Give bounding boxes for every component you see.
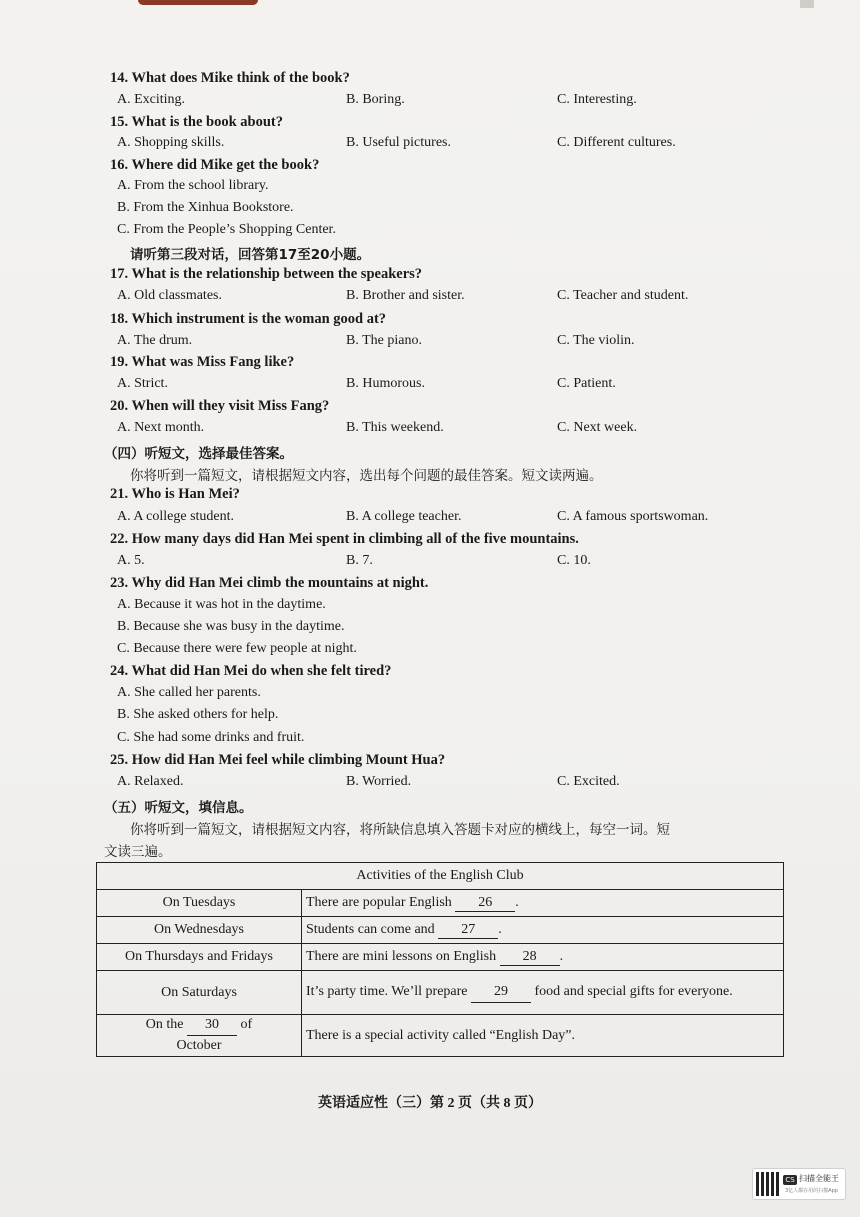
section5-instruction-line1: 你将听到一篇短文，请根据短文内容，将所缺信息填入答题卡对应的横线上，每空一词。短	[130, 822, 670, 838]
option-18b[interactable]: B. The piano.	[346, 333, 422, 348]
row-day: On the 30 of October	[97, 1015, 302, 1057]
option-25c[interactable]: C. Excited.	[557, 774, 620, 789]
scanner-watermark	[752, 1168, 846, 1200]
option-21c[interactable]: C. A famous sportswoman.	[557, 509, 709, 524]
table-row	[97, 890, 784, 917]
table-row	[97, 1015, 784, 1057]
scanner-app-name: 扫描全能王	[799, 1174, 839, 1183]
option-20c[interactable]: C. Next week.	[557, 420, 638, 435]
option-20a[interactable]: A. Next month.	[117, 420, 205, 435]
section4-heading: （四）听短文，选择最佳答案。	[104, 446, 293, 462]
table-row	[97, 944, 784, 971]
option-23a[interactable]: A. Because it was hot in the daytime.	[117, 597, 326, 612]
row-info: There are popular English 26 .	[302, 890, 784, 917]
option-21b[interactable]: B. A college teacher.	[346, 509, 462, 524]
option-16b[interactable]: B. From the Xinhua Bookstore.	[117, 200, 294, 215]
question-17: 17. What is the relationship between the speakers?	[110, 266, 423, 282]
option-25b[interactable]: B. Worried.	[346, 774, 412, 789]
option-24c[interactable]: C. She had some drinks and fruit.	[117, 730, 305, 745]
option-20b[interactable]: B. This weekend.	[346, 420, 444, 435]
option-17b[interactable]: B. Brother and sister.	[346, 288, 465, 303]
option-23c[interactable]: C. Because there were few people at night.	[117, 641, 357, 656]
option-24b[interactable]: B. She asked others for help.	[117, 707, 279, 722]
answer-blank-29[interactable]: 29	[471, 982, 531, 1003]
row-day: On Thursdays and Fridays	[97, 944, 302, 971]
option-24a[interactable]: A. She called her parents.	[117, 685, 261, 700]
option-16c[interactable]: C. From the People’s Shopping Center.	[117, 222, 336, 237]
row-info: There are mini lessons on English 28 .	[302, 944, 784, 971]
option-14b[interactable]: B. Boring.	[346, 92, 405, 107]
question-25: 25. How did Han Mei feel while climbing Mount Hua?	[110, 752, 446, 768]
option-21a[interactable]: A. A college student.	[117, 509, 235, 524]
option-17c[interactable]: C. Teacher and student.	[557, 288, 689, 303]
option-15c[interactable]: C. Different cultures.	[557, 135, 676, 150]
answer-blank-28[interactable]: 28	[500, 949, 560, 966]
option-18a[interactable]: A. The drum.	[117, 333, 193, 348]
option-14c[interactable]: C. Interesting.	[557, 92, 637, 107]
question-23: 23. Why did Han Mei climb the mountains at night.	[110, 575, 429, 591]
question-14: 14. What does Mike think of the book?	[110, 70, 350, 86]
question-18: 18. Which instrument is the woman good at?	[110, 311, 387, 327]
qr-code-icon	[756, 1172, 780, 1196]
table-row	[97, 971, 784, 1015]
option-14a[interactable]: A. Exciting.	[117, 92, 186, 107]
option-25a[interactable]: A. Relaxed.	[117, 774, 184, 789]
binder-tab	[138, 0, 258, 5]
option-15b[interactable]: B. Useful pictures.	[346, 135, 451, 150]
question-21: 21. Who is Han Mei?	[110, 486, 240, 502]
answer-blank-27[interactable]: 27	[438, 922, 498, 939]
question-15: 15. What is the book about?	[110, 114, 283, 130]
option-22a[interactable]: A. 5.	[117, 553, 145, 568]
answer-blank-26[interactable]: 26	[455, 895, 515, 912]
option-15a[interactable]: A. Shopping skills.	[117, 135, 225, 150]
option-19a[interactable]: A. Strict.	[117, 376, 168, 391]
question-24: 24. What did Han Mei do when she felt tired?	[110, 663, 392, 679]
option-22c[interactable]: C. 10.	[557, 553, 591, 568]
question-16: 16. Where did Mike get the book?	[110, 157, 320, 173]
table-title: Activities of the English Club	[97, 863, 784, 890]
question-20: 20. When will they visit Miss Fang?	[110, 398, 330, 414]
answer-blank-30[interactable]: 30	[187, 1015, 237, 1036]
table-row	[97, 917, 784, 944]
section3-instruction: 请听第三段对话，回答第17至20小题。	[130, 247, 371, 263]
option-16a[interactable]: A. From the school library.	[117, 178, 269, 193]
page-footer: 英语适应性（三）第 2 页（共 8 页）	[318, 1096, 542, 1111]
english-club-table	[96, 862, 784, 1057]
section5-instruction-line2: 文读三遍。	[104, 844, 172, 860]
option-17a[interactable]: A. Old classmates.	[117, 288, 222, 303]
section4-instruction: 你将听到一篇短文，请根据短文内容，选出每个问题的最佳答案。短文读两遍。	[130, 468, 603, 484]
option-18c[interactable]: C. The violin.	[557, 333, 635, 348]
option-22b[interactable]: B. 7.	[346, 553, 373, 568]
row-info: Students can come and 27 .	[302, 917, 784, 944]
row-day: On Saturdays	[97, 971, 302, 1015]
row-day: On Wednesdays	[97, 917, 302, 944]
option-19c[interactable]: C. Patient.	[557, 376, 616, 391]
question-22: 22. How many days did Han Mei spent in climbing all of the five mountains.	[110, 531, 579, 547]
option-23b[interactable]: B. Because she was busy in the daytime.	[117, 619, 345, 634]
row-info: There is a special activity called “English Day”.	[302, 1015, 784, 1057]
option-19b[interactable]: B. Humorous.	[346, 376, 425, 391]
row-info: It’s party time. We’ll prepare 29 food and special gifts for everyone.	[302, 971, 784, 1015]
question-19: 19. What was Miss Fang like?	[110, 354, 295, 370]
page-corner	[800, 0, 814, 8]
row-day: On Tuesdays	[97, 890, 302, 917]
camscanner-logo-icon: CS	[783, 1175, 797, 1185]
section5-heading: （五）听短文，填信息。	[104, 800, 253, 816]
scanner-tagline: 3亿人都在用的扫描App	[785, 1188, 838, 1194]
